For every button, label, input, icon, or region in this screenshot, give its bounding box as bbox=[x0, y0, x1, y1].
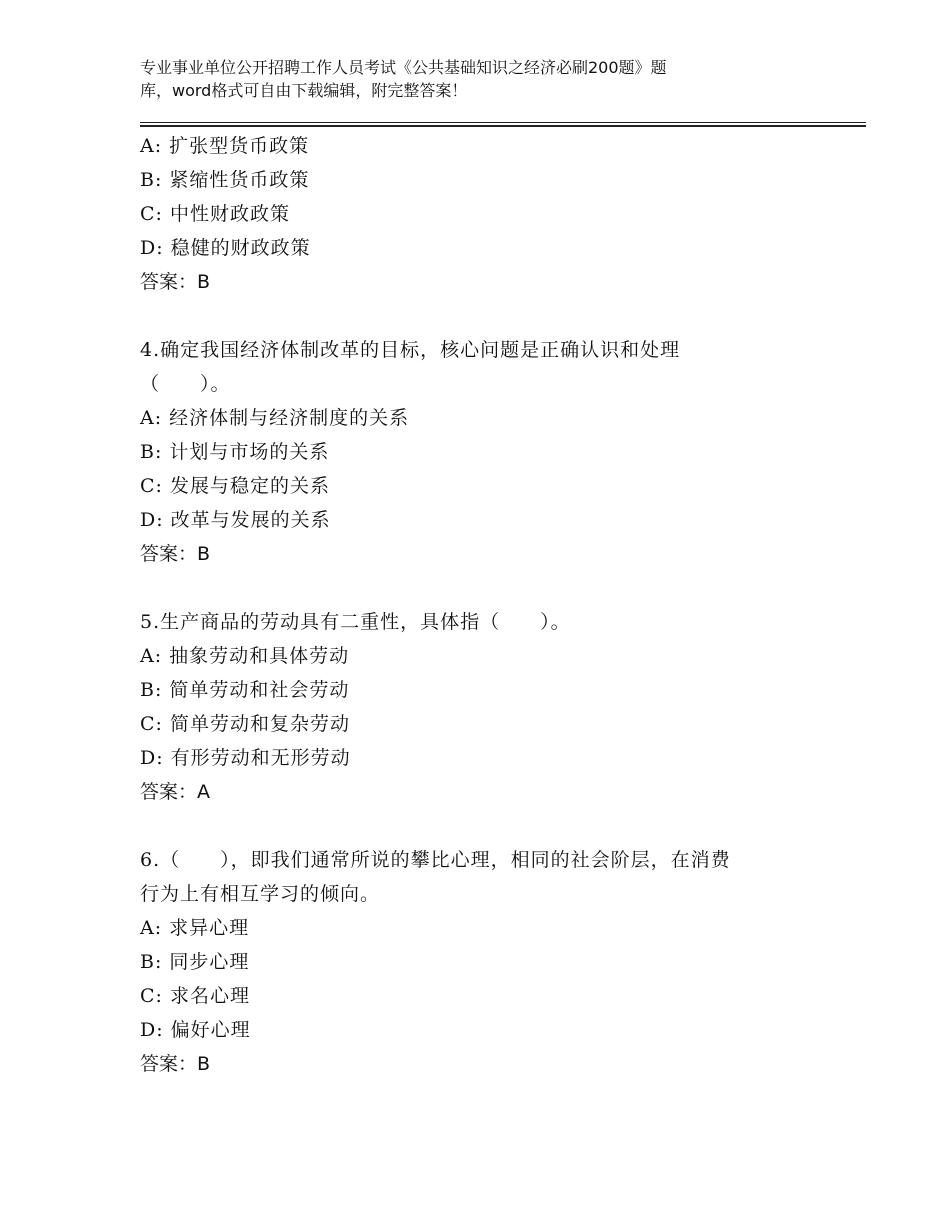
answer-line: 答案：B bbox=[140, 271, 211, 293]
option-b: B: 同步心理 bbox=[140, 951, 250, 973]
question-block-5 bbox=[140, 605, 840, 809]
question-stem: 6.（ ），即我们通常所说的攀比心理，相同的社会阶层，在消费 bbox=[140, 849, 731, 871]
option-c: C: 求名心理 bbox=[140, 985, 250, 1007]
answer-line: 答案：B bbox=[140, 543, 211, 565]
question-block-6 bbox=[140, 843, 840, 1081]
header-divider-thick bbox=[140, 125, 866, 127]
question-list bbox=[140, 129, 840, 1081]
option-a: A: 抽象劳动和具体劳动 bbox=[140, 645, 350, 667]
header-title-line-1: 专业事业单位公开招聘工作人员考试《公共基础知识之经济必刷200题》题 bbox=[140, 58, 667, 77]
option-c: C: 发展与稳定的关系 bbox=[140, 475, 330, 497]
option-a: A: 经济体制与经济制度的关系 bbox=[140, 407, 410, 429]
option-b: B: 紧缩性货币政策 bbox=[140, 169, 310, 191]
question-stem: 行为上有相互学习的倾向。 bbox=[140, 883, 381, 905]
option-c: C: 中性财政政策 bbox=[140, 203, 290, 225]
question-block-3 bbox=[140, 129, 840, 299]
answer-line: 答案：A bbox=[140, 781, 210, 803]
header-title-line-2: 库，word格式可自由下载编辑，附完整答案！ bbox=[140, 81, 468, 100]
question-stem: （ ）。 bbox=[140, 373, 231, 395]
option-a: A: 求异心理 bbox=[140, 917, 250, 939]
document-header bbox=[140, 56, 780, 102]
option-b: B: 简单劳动和社会劳动 bbox=[140, 679, 350, 701]
option-a: A: 扩张型货币政策 bbox=[140, 135, 310, 157]
spacer bbox=[140, 571, 840, 605]
question-block-4 bbox=[140, 333, 840, 571]
option-d: D: 改革与发展的关系 bbox=[140, 509, 331, 531]
spacer bbox=[140, 809, 840, 843]
question-stem: 4.确定我国经济体制改革的目标，核心问题是正确认识和处理 bbox=[140, 339, 681, 361]
option-d: D: 有形劳动和无形劳动 bbox=[140, 747, 351, 769]
spacer bbox=[140, 299, 840, 333]
question-stem: 5.生产商品的劳动具有二重性，具体指（ ）。 bbox=[140, 611, 571, 633]
option-d: D: 稳健的财政政策 bbox=[140, 237, 311, 259]
option-b: B: 计划与市场的关系 bbox=[140, 441, 330, 463]
answer-line: 答案：B bbox=[140, 1053, 211, 1075]
option-d: D: 偏好心理 bbox=[140, 1019, 251, 1041]
header-divider-thin bbox=[140, 122, 866, 123]
option-c: C: 简单劳动和复杂劳动 bbox=[140, 713, 350, 735]
